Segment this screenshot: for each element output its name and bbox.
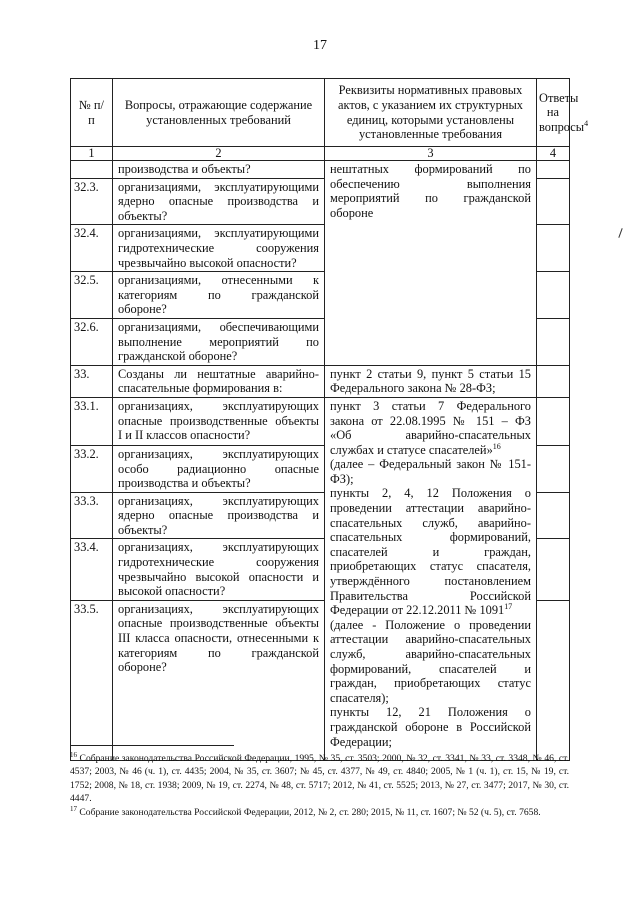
text-line (118, 523, 319, 538)
text-line (118, 335, 319, 350)
text-line (330, 381, 531, 396)
text-line-content: гидротехнические сооружения (118, 240, 319, 255)
column-index: 2 (113, 147, 325, 161)
text-line (118, 508, 319, 523)
text-line-content: Правительства Российской (330, 588, 531, 603)
text-line (330, 457, 531, 472)
row-number: 32.5. (71, 272, 113, 319)
text-line (330, 162, 531, 177)
text-line (330, 191, 531, 206)
requisites-cell-32 (325, 161, 537, 366)
footnote-ref: 16 (492, 441, 501, 451)
text-line (330, 691, 531, 706)
text-line (330, 574, 531, 589)
answer-cell[interactable] (537, 492, 570, 539)
text-line-content: категориям по гражданской (118, 645, 319, 660)
text-line-content: организациями, эксплуатирующими (118, 179, 319, 194)
text-line (330, 530, 531, 545)
text-line (330, 735, 531, 750)
question-cell (113, 600, 325, 760)
table-row (71, 161, 570, 179)
answer-cell[interactable] (537, 178, 570, 225)
text-line (330, 603, 531, 618)
text-line-content: гражданской обороне в Российской (330, 719, 531, 734)
row-number: 33. (71, 365, 113, 397)
text-line (330, 516, 531, 531)
text-line-content: утверждённого постановлением (330, 574, 531, 589)
text-line-content: Федерации; (330, 734, 392, 749)
text-line (118, 646, 319, 661)
row-number: 33.4. (71, 539, 113, 600)
text-line (118, 570, 319, 585)
header-answers: Ответы на вопросы$^4$ (537, 79, 570, 147)
text-line (330, 486, 531, 501)
question-cell (113, 272, 325, 319)
text-line-content: мероприятий по гражданской (330, 191, 531, 206)
text-line-content: организациями, эксплуатирующими (118, 226, 319, 241)
question-cell (113, 225, 325, 272)
text-line-content: Федерации от 22.12.2011 № 1091 (330, 603, 505, 618)
text-line (330, 705, 531, 720)
text-line (118, 584, 319, 599)
text-line (118, 302, 319, 317)
text-line-content: службах и статусе спасателей» (330, 442, 493, 457)
text-line-content: обороне (330, 205, 374, 220)
text-line (330, 177, 531, 192)
footnote-separator (70, 745, 234, 746)
text-line-content: спасателя); (330, 690, 389, 705)
text-line-content: категориям по гражданской (118, 287, 319, 302)
text-line (118, 241, 319, 256)
answer-cell[interactable] (537, 445, 570, 492)
text-line-content: граждан, приобретающих статус (330, 676, 531, 691)
text-line-content: «Об аварийно-спасательных (330, 428, 531, 443)
text-line-content: закона от 22.08.1995 № 151 – ФЗ (330, 413, 531, 428)
text-line (118, 555, 319, 570)
text-line-content: организациях, эксплуатирующих (118, 540, 319, 555)
text-line-content: высокой опасности? (118, 584, 226, 599)
text-line-content: ФЗ); (330, 471, 354, 486)
column-index-row (71, 147, 570, 161)
answer-cell[interactable] (537, 161, 570, 179)
text-line (330, 545, 531, 560)
text-line-content: организациях, эксплуатирующих (118, 398, 319, 413)
question-cell (113, 178, 325, 225)
table-row (71, 397, 570, 445)
text-line (330, 443, 531, 458)
answer-cell[interactable] (537, 365, 570, 397)
question-cell (113, 397, 325, 445)
text-line (118, 381, 319, 396)
text-line-content: организациями, обеспечивающими (118, 319, 319, 334)
text-line-content: спасательные формирования в: (118, 381, 283, 396)
text-line (330, 662, 531, 677)
text-line-content: пункты 12, 21 Положения о (330, 705, 531, 720)
text-line (118, 399, 319, 414)
text-line (118, 540, 319, 555)
text-line-content: служб, аварийно-спасательных (330, 647, 531, 661)
text-line-content: объекты? (118, 208, 168, 223)
text-line-content: спасательных служб, аварийно- (330, 515, 531, 530)
column-index: 3 (325, 147, 537, 161)
text-line (330, 367, 531, 382)
question-cell (113, 492, 325, 539)
text-line (118, 660, 319, 675)
text-line (330, 720, 531, 735)
text-line-content: пункты 2, 4, 12 Положения о (330, 486, 531, 501)
text-line (330, 559, 531, 574)
text-line (118, 194, 319, 209)
row-number: 33.5. (71, 600, 113, 760)
text-line (330, 618, 531, 633)
requisites-cell-33 (325, 365, 537, 397)
table-header-row (71, 79, 570, 147)
row-number: 33.3. (71, 492, 113, 539)
text-line-content: чрезвычайно высокой опасности и (118, 569, 319, 584)
header-num: № п/п (71, 79, 113, 147)
text-line-content: приобретающих статус спасателя, (330, 559, 531, 574)
text-line-content: гидротехнические сооружения (118, 555, 319, 570)
text-line (330, 428, 531, 443)
text-line-content: пункт 2 статьи 9, пункт 5 статьи 15 (330, 366, 531, 381)
question-cell (113, 318, 325, 365)
text-line (118, 631, 319, 646)
text-line-content: выполнение мероприятий по (118, 334, 319, 349)
text-line (118, 180, 319, 195)
text-line (118, 226, 319, 241)
text-line-content: производства и объекты? (118, 162, 251, 176)
question-cell (113, 539, 325, 600)
question-cell (113, 161, 325, 179)
scan-mark (618, 228, 622, 238)
text-line (118, 476, 319, 491)
text-line-content: (далее - Положение о проведении (330, 617, 531, 632)
row-number: 32.6. (71, 318, 113, 365)
answer-cell[interactable] (537, 539, 570, 600)
text-line (118, 602, 319, 617)
requirements-table (70, 78, 589, 761)
text-line-content: спасательных формирований, (330, 530, 531, 545)
text-line (118, 288, 319, 303)
text-line-content: аттестации аварийно-спасательных (330, 632, 531, 647)
text-line (118, 414, 319, 429)
text-line-content: организациях, эксплуатирующих (118, 601, 319, 616)
text-line (118, 616, 319, 631)
header-requisites: Реквизиты нормативных правовых актов, с указанием их структурных единиц, которыми установлены установленные требования (325, 79, 537, 147)
answer-cell[interactable] (537, 225, 570, 272)
text-line (330, 399, 531, 414)
row-number: 32.4. (71, 225, 113, 272)
text-line-content: Федерального закона № 28-ФЗ; (330, 381, 496, 396)
text-line (118, 428, 319, 443)
text-line (330, 206, 531, 221)
text-line (330, 472, 531, 487)
footnote-ref: 17 (504, 602, 513, 612)
text-line (118, 494, 319, 509)
answer-cell[interactable] (537, 318, 570, 365)
page-number: 17 (313, 38, 327, 53)
text-line-content: обеспечению выполнения (330, 176, 531, 191)
text-line-content: спасателей и граждан, (330, 544, 531, 559)
row-number: 33.1. (71, 397, 113, 445)
question-cell (113, 365, 325, 397)
text-line (118, 209, 319, 224)
text-line-content: опасные производственные объекты (118, 616, 319, 631)
text-line (118, 162, 319, 177)
text-line (118, 447, 319, 462)
text-line-content: обороне? (118, 302, 167, 317)
text-line-content: пункт 3 статьи 7 Федерального (330, 398, 531, 413)
text-line-content: гражданской обороне? (118, 349, 238, 364)
text-line (330, 632, 531, 647)
footnote: $^{17}$ Собрание законодательства Российской Федерации, 2012, № 2, ст. 280; 2015, № 11, ст. 1607; № 52 (ч. 5), ст. 7658. (70, 804, 541, 818)
table-row (71, 365, 570, 397)
text-line (118, 256, 319, 271)
row-number: 33.2. (71, 445, 113, 492)
text-line-content: организациях, эксплуатирующих (118, 493, 319, 508)
text-line-content: (далее – Федеральный закон № 151- (330, 457, 531, 472)
text-line-content: нештатных формирований по (330, 162, 531, 176)
text-line-content: организациях, эксплуатирующих (118, 446, 319, 461)
header-questions: Вопросы, отражающие содержание установленных требований (113, 79, 325, 147)
text-line-content: обороне? (118, 660, 167, 675)
row-number: 32.3. (71, 178, 113, 225)
text-line-content: опасные производственные объекты (118, 413, 319, 428)
text-line-content: организациями, отнесенными к (118, 273, 319, 288)
text-line-content: объекты? (118, 522, 168, 537)
requisites-cell-33-sub (325, 397, 537, 760)
text-line (330, 501, 531, 516)
text-line-content: проведении аттестации аварийно- (330, 501, 531, 516)
text-line (118, 320, 319, 335)
text-line-content: III класса опасности, отнесенными к (118, 631, 319, 646)
text-line-content: чрезвычайно высокой опасности? (118, 255, 297, 270)
row-number (71, 161, 113, 179)
text-line (118, 462, 319, 477)
text-line-content: формирований, спасателей и (330, 661, 531, 676)
answer-cell[interactable] (537, 600, 570, 760)
text-line (118, 367, 319, 382)
column-index: 1 (71, 147, 113, 161)
answer-cell[interactable] (537, 397, 570, 445)
footnote: $^{16}$ Собрание законодательства Российской Федерации, 1995, № 35, ст. 3503; 2000, № 32, ст. 3341, № 33, ст. 3348, № 46, ст. 4537; 2003, № 46 (ч. 1), ст. 4435; 2004, № 35, ст. 3607; № 45, ст. 4377, № 49, ст. 4840; 2005, № 1 (ч. 1), ст. 15, № 19, ст. 1752; 2008, № 18, ст. 1938; 2009, № 19, ст. 2274, № 48, ст. 5717; 2012, № 41, ст. 5525; 2013, № 27, ст. 3477; 2017, № 30, ст. 4447. (70, 750, 569, 805)
text-line (330, 414, 531, 429)
question-cell (113, 445, 325, 492)
text-line-content: производства и объекты? (118, 476, 251, 491)
text-line-content: ядерно опасные производства и (118, 194, 319, 209)
text-line (118, 349, 319, 364)
text-line (118, 273, 319, 288)
column-index: 4 (537, 147, 570, 161)
text-line (330, 676, 531, 691)
answer-cell[interactable] (537, 272, 570, 319)
text-line-content: I и II классов опасности? (118, 428, 251, 443)
text-line (330, 647, 531, 662)
text-line-content: особо радиационно опасные (118, 461, 319, 476)
text-line-content: Созданы ли нештатные аварийно- (118, 366, 319, 381)
text-line-content: ядерно опасные производства и (118, 508, 319, 523)
text-line (330, 589, 531, 604)
footnotes (70, 752, 569, 819)
